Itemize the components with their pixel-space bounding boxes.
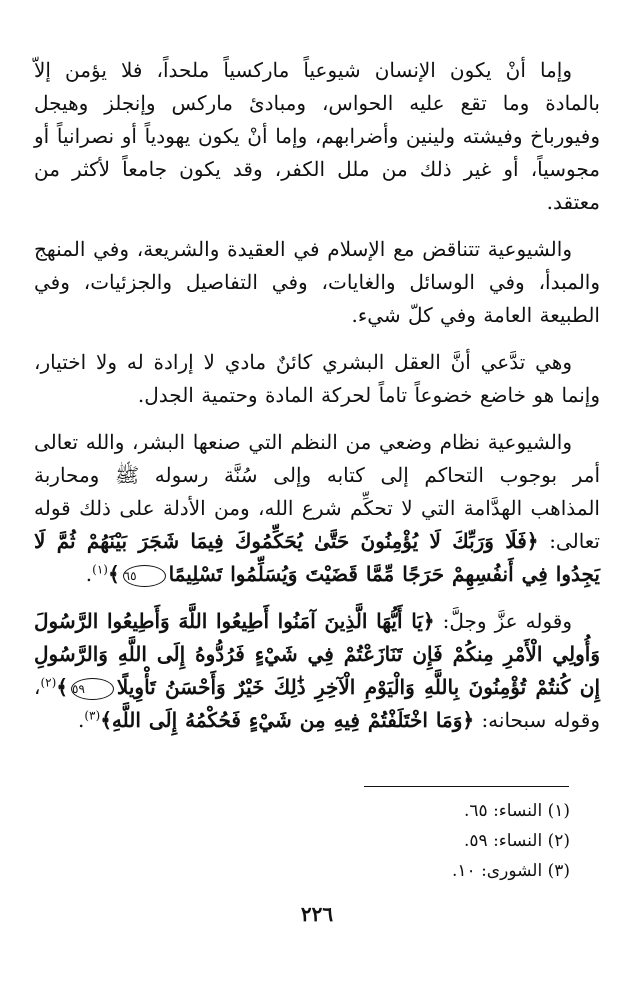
ayah-number-marker: ٦٥: [123, 565, 166, 587]
ayah-number-marker: ٥٩: [71, 678, 114, 700]
quran-close-bracket: ﴾: [56, 675, 69, 699]
paragraph-5-mid: ، وقوله سبحانه:: [34, 675, 600, 732]
footnote-3: (٣) الشورى: ١٠.: [452, 861, 570, 881]
footnote-1: (١) النساء: ٦٥.: [464, 801, 570, 821]
footnotes-list: [170, 796, 570, 886]
paragraph-4-text: والشيوعية نظام وضعي من النظم التي صنعها البشر، والله تعالى أمر بوجوب التحاكم إلى كتابه وإلى سُنَّة رسوله ﷺ ومحاربة المذاهب الهدَّامة التي لا تحكِّم شرع الله، ومن الأدلة على ذلك قوله تعالى:: [34, 430, 601, 553]
footnote-ref-2[interactable]: (٢): [40, 675, 57, 690]
paragraph-4: والشيوعية نظام وضعي من النظم التي صنعها البشر، والله تعالى أمر بوجوب التحاكم إلى كتابه وإلى سُنَّة رسوله ﷺ ومحاربة المذاهب الهدَّامة التي لا تحكِّم شرع الله، ومن الأدلة على ذلك قوله تعالى: ﴿فَلَا وَرَبِّكَ لَا يُؤْمِنُونَ حَتَّىٰ يُحَكِّمُوكَ فِيمَا شَجَرَ بَيْنَهُمْ ثُمَّ لَا يَجِدُوا فِي أَنفُسِهِمْ حَرَجًا مِّمَّا قَضَيْتَ وَيُسَلِّمُوا تَسْلِيمًا٦٥﴾$^{(١)}$.: [34, 430, 601, 586]
quran-close-bracket: ﴾: [100, 708, 112, 732]
quran-open-bracket: ﴿: [462, 708, 475, 732]
quran-quote-nisa-65: فَلَا وَرَبِّكَ لَا يُؤْمِنُونَ حَتَّىٰ يُحَكِّمُوكَ فِيمَا شَجَرَ بَيْنَهُمْ ثُمَّ لَا يَجِدُوا فِي أَنفُسِهِمْ حَرَجًا مِّمَّا قَضَيْتَ وَيُسَلِّمُوا تَسْلِيمًا: [34, 529, 600, 586]
quran-quote-shura-10: وَمَا اخْتَلَفْتُمْ فِيهِ مِن شَيْءٍ فَحُكْمُهُ إِلَى اللَّهِ: [111, 708, 463, 732]
footnote-divider: [364, 786, 569, 787]
paragraph-3: وهي تدَّعي أنَّ العقل البشري كائنٌ مادي لا إرادة له ولا اختيار، وإنما هو خاضع خضوعاً تاماً لحركة المادة وحتمية الجدل.: [34, 350, 600, 407]
page-number: ٢٢٦: [300, 902, 334, 926]
footnote-2: (٢) النساء: ٥٩.: [464, 831, 570, 851]
paragraph-5: وقوله عزَّ وجلَّ: ﴿يَا أَيُّهَا الَّذِينَ آمَنُوا أَطِيعُوا اللَّهَ وَأَطِيعُوا الرَّسُولَ وَأُولِي الْأَمْرِ مِنكُمْ فَإِن تَنَازَعْتُمْ فِي شَيْءٍ فَرُدُّوهُ إِلَى اللَّهِ وَالرَّسُولِ إِن كُنتُمْ تُؤْمِنُونَ بِاللَّهِ وَالْيَوْمِ الْآخِرِ ذَٰلِكَ خَيْرٌ وَأَحْسَنُ تَأْوِيلًا٥٩﴾$^{(٢)}$، وقوله سبحانه: ﴿وَمَا اخْتَلَفْتُمْ فِيهِ مِن شَيْءٍ فَحُكْمُهُ إِلَى اللَّهِ﴾$^{(٣)}$.: [34, 609, 600, 732]
quran-open-bracket: ﴿: [526, 529, 539, 553]
paragraph-5-intro: وقوله عزَّ وجلَّ:: [442, 609, 572, 633]
footnote-ref-1[interactable]: (١): [92, 562, 108, 577]
paragraph-1: وإما أنْ يكون الإنسان شيوعياً ماركسياً ملحداً، فلا يؤمن إلاّ بالمادة وما تقع عليه الحواس، ومبادئ ماركس وإنجلز وهيجل وفيورباخ وفيشته ولينين وأضرابهم، وإما أنْ يكون يهودياً أو نصرانياً أو مجوسياً، أو غير ذلك من ملل الكفر، وقد يكون جامعاً لأكثر من معتقد.: [34, 58, 600, 214]
page-body: [34, 54, 600, 751]
quran-quote-nisa-59: يَا أَيُّهَا الَّذِينَ آمَنُوا أَطِيعُوا اللَّهَ وَأَطِيعُوا الرَّسُولَ وَأُولِي الْأَمْرِ مِنكُمْ فَإِن تَنَازَعْتُمْ فِي شَيْءٍ فَرُدُّوهُ إِلَى اللَّهِ وَالرَّسُولِ إِن كُنتُمْ تُؤْمِنُونَ بِاللَّهِ وَالْيَوْمِ الْآخِرِ ذَٰلِكَ خَيْرٌ وَأَحْسَنُ تَأْوِيلًا: [34, 609, 600, 699]
quran-open-bracket: ﴿: [422, 609, 435, 633]
footnote-ref-3[interactable]: (٣): [84, 708, 101, 723]
paragraph-2: والشيوعية تتناقض مع الإسلام في العقيدة والشريعة، وفي المنهج والمبدأ، وفي الوسائل والغايات، وفي التفاصيل والجزئيات، وفي الطبيعة العامة وفي كلّ شيء.: [34, 237, 600, 327]
quran-close-bracket: ﴾: [107, 562, 120, 586]
